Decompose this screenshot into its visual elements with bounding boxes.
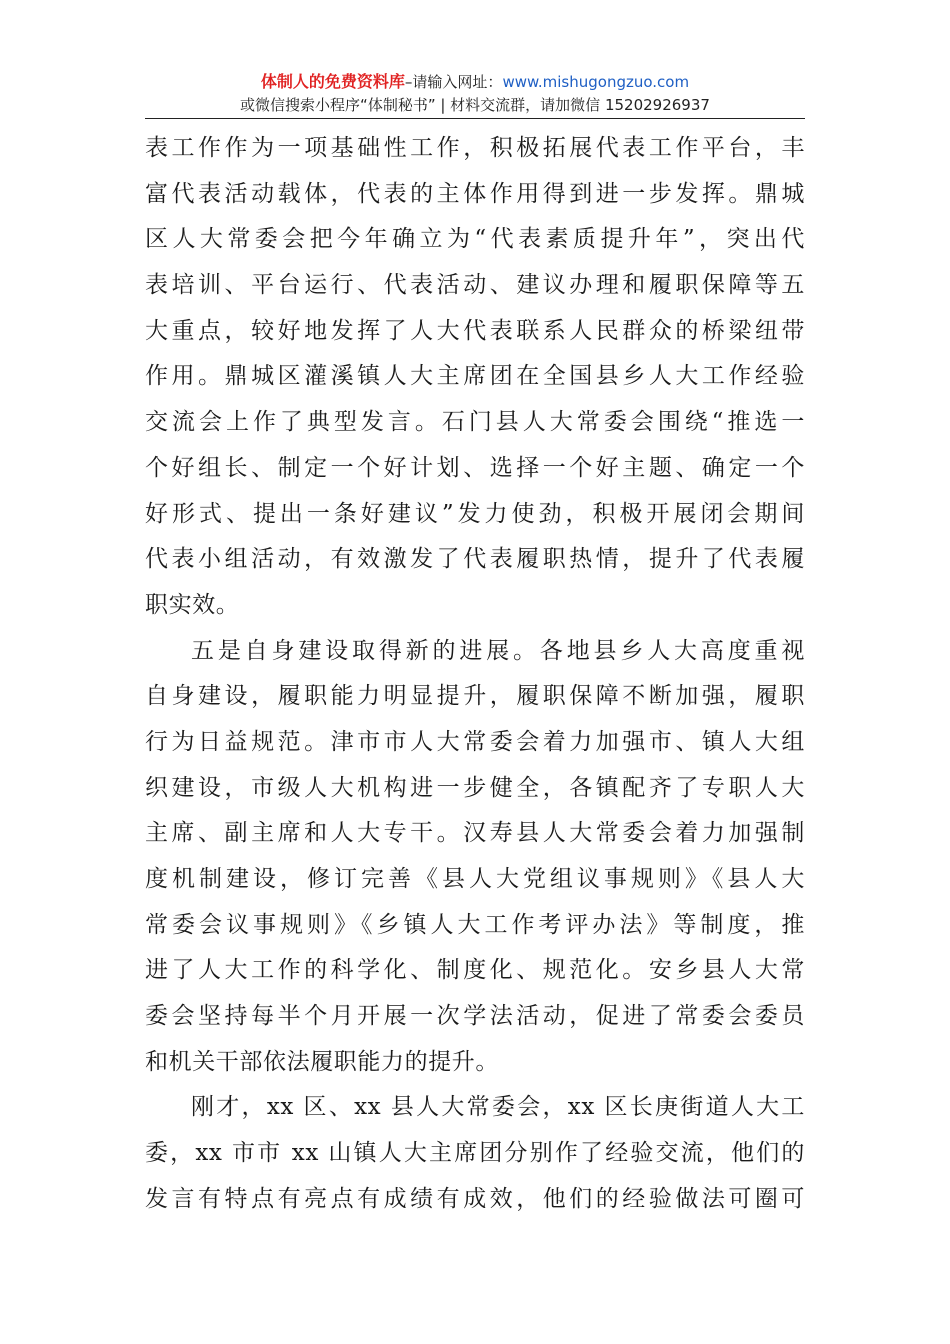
paragraph-start-line: 刚才，xx 区、xx 县人大常委会，xx 区长庚街道人大工 xyxy=(191,1094,805,1121)
text-line: 表培训、平台运行、代表活动、建议办理和履职保障等五 xyxy=(145,272,805,299)
text-line: 织建设，市级人大机构进一步健全，各镇配齐了专职人大 xyxy=(145,774,805,801)
text-line: 委，xx 市市 xx 山镇人大主席团分别作了经验交流，他们的 xyxy=(145,1140,805,1167)
header-divider xyxy=(145,118,805,119)
header-line-1 xyxy=(145,70,805,94)
text-line: 和机关干部依法履职能力的提升。 xyxy=(145,1048,499,1075)
header-prompt: –请输入网址： xyxy=(404,73,503,91)
text-line: 区人大常委会把今年确立为“代表素质提升年”，突出代 xyxy=(145,226,805,253)
text-line: 交流会上作了典型发言。石门县人大常委会围绕“推选一 xyxy=(145,409,805,436)
text-line: 进了人大工作的科学化、制度化、规范化。安乡县人大常 xyxy=(145,957,805,984)
text-line: 发言有特点有亮点有成绩有成效，他们的经验做法可圈可 xyxy=(145,1185,805,1212)
header-line-2: 或微信搜索小程序“体制秘书” | 材料交流群，请加微信 15202926937 xyxy=(240,96,710,114)
text-line: 行为日益规范。津市市人大常委会着力加强市、镇人大组 xyxy=(145,728,805,755)
text-line: 委会坚持每半个月开展一次学法活动，促进了常委会委员 xyxy=(145,1003,805,1030)
header-brand: 体制人的免费资料库 xyxy=(260,72,405,91)
text-line: 大重点，较好地发挥了人大代表联系人民群众的桥梁纽带 xyxy=(145,317,805,344)
paragraph-start-line: 五是自身建设取得新的进展。各地县乡人大高度重视 xyxy=(191,637,805,664)
text-line: 个好组长、制定一个好计划、选择一个好主题、确定一个 xyxy=(145,454,805,481)
text-line: 主席、副主席和人大专干。汉寿县人大常委会着力加强制 xyxy=(145,820,805,847)
document-body xyxy=(145,126,805,1223)
text-line: 代表小组活动，有效激发了代表履职热情，提升了代表履 xyxy=(145,546,805,573)
text-line: 常委会议事规则》《乡镇人大工作考评办法》等制度，推 xyxy=(145,911,805,938)
text-line: 作用。鼎城区灌溪镇人大主席团在全国县乡人大工作经验 xyxy=(145,363,805,390)
text-line: 自身建设，履职能力明显提升，履职保障不断加强，履职 xyxy=(145,683,805,710)
text-line: 好形式、提出一条好建议”发力使劲，积极开展闭会期间 xyxy=(145,500,805,527)
text-line: 职实效。 xyxy=(145,591,240,618)
header-url-link[interactable]: www.mishugongzuo.com xyxy=(502,73,690,91)
text-line: 度机制建设，修订完善《县人大党组议事规则》《县人大 xyxy=(145,866,805,892)
page-header xyxy=(145,70,805,116)
text-line: 表工作作为一项基础性工作，积极拓展代表工作平台，丰 xyxy=(145,135,805,161)
text-line: 富代表活动载体，代表的主体作用得到进一步发挥。鼎城 xyxy=(145,180,805,207)
